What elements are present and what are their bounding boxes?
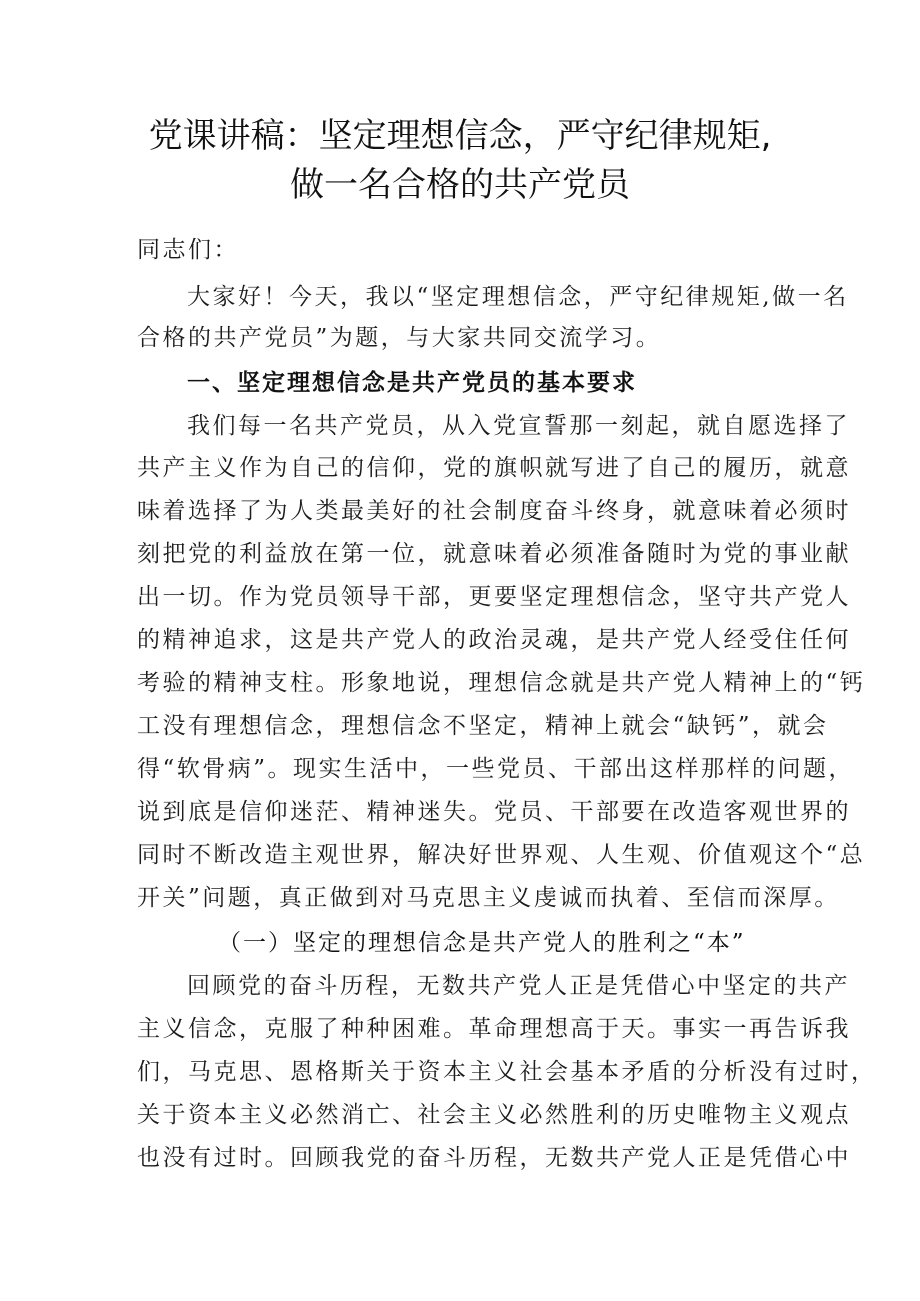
paragraph-line: 工没有理想信念，理想信念不坚定，精神上就会“缺钙”，就会 xyxy=(137,713,829,739)
paragraph-line: 得“软骨病”。现实生活中，一些党员、干部出这样那样的问题， xyxy=(137,756,855,782)
paragraph-line: 开关”问题，真正做到对马克思主义虔诚而执着、至信而深厚。 xyxy=(137,885,840,911)
document-title-line-2: 做一名合格的共产党员 xyxy=(290,165,630,205)
paragraph-line: 说到底是信仰迷茫、精神迷失。党员、干部要在改造客观世界的 xyxy=(137,799,851,825)
paragraph-line: 们，马克思、恩格斯关于资本主义社会基本矛盾的分析没有过时， xyxy=(137,1059,877,1085)
paragraph-line: 同时不断改造主观世界，解决好世界观、人生观、价值观这个“总 xyxy=(137,842,866,868)
paragraph-line: 味着选择了为人类最美好的社会制度奋斗终身，就意味着必须时 xyxy=(137,498,851,524)
paragraph-line: 出一切。作为党员领导干部，更要坚定理想信念，坚守共产党人 xyxy=(137,584,851,610)
document-title-line-1: 党课讲稿：坚定理想信念，严守纪律规矩, xyxy=(148,116,772,156)
paragraph-line: 主义信念，克服了种种困难。革命理想高于天。事实一再告诉我 xyxy=(137,1016,851,1042)
paragraph-line: 的精神追求，这是共产党人的政治灵魂，是共产党人经受住任何 xyxy=(137,627,851,653)
salutation: 同志们： xyxy=(137,237,239,263)
paragraph-line: 考验的精神支柱。形象地说，理想信念就是共产党人精神上的“钙 xyxy=(137,670,866,696)
paragraph-line: 关于资本主义必然消亡、社会主义必然胜利的历史唯物主义观点 xyxy=(137,1102,851,1128)
paragraph-line: 也没有过时。回顾我党的奋斗历程，无数共产党人正是凭借心中 xyxy=(137,1145,851,1171)
paragraph-line: 合格的共产党员”为题，与大家共同交流学习。 xyxy=(137,325,662,351)
paragraph-line: 回顾党的奋斗历程，无数共产党人正是凭借心中坚定的共产 xyxy=(187,973,850,999)
paragraph-line: 我们每一名共产党员，从入党宣誓那一刻起，就自愿选择了 xyxy=(187,413,850,439)
paragraph-line: 大家好！今天，我以“坚定理想信念，严守纪律规矩,做一名 xyxy=(187,284,849,310)
paragraph-line: 刻把党的利益放在第一位，就意味着必须准备随时为党的事业献 xyxy=(137,541,851,567)
section-heading-1: 一、坚定理想信念是共产党员的基本要求 xyxy=(187,369,637,396)
paragraph-line: 共产主义作为自己的信仰，党的旗帜就写进了自己的履历，就意 xyxy=(137,455,851,481)
subsection-heading-1: （一）坚定的理想信念是共产党人的胜利之“本” xyxy=(218,930,746,956)
